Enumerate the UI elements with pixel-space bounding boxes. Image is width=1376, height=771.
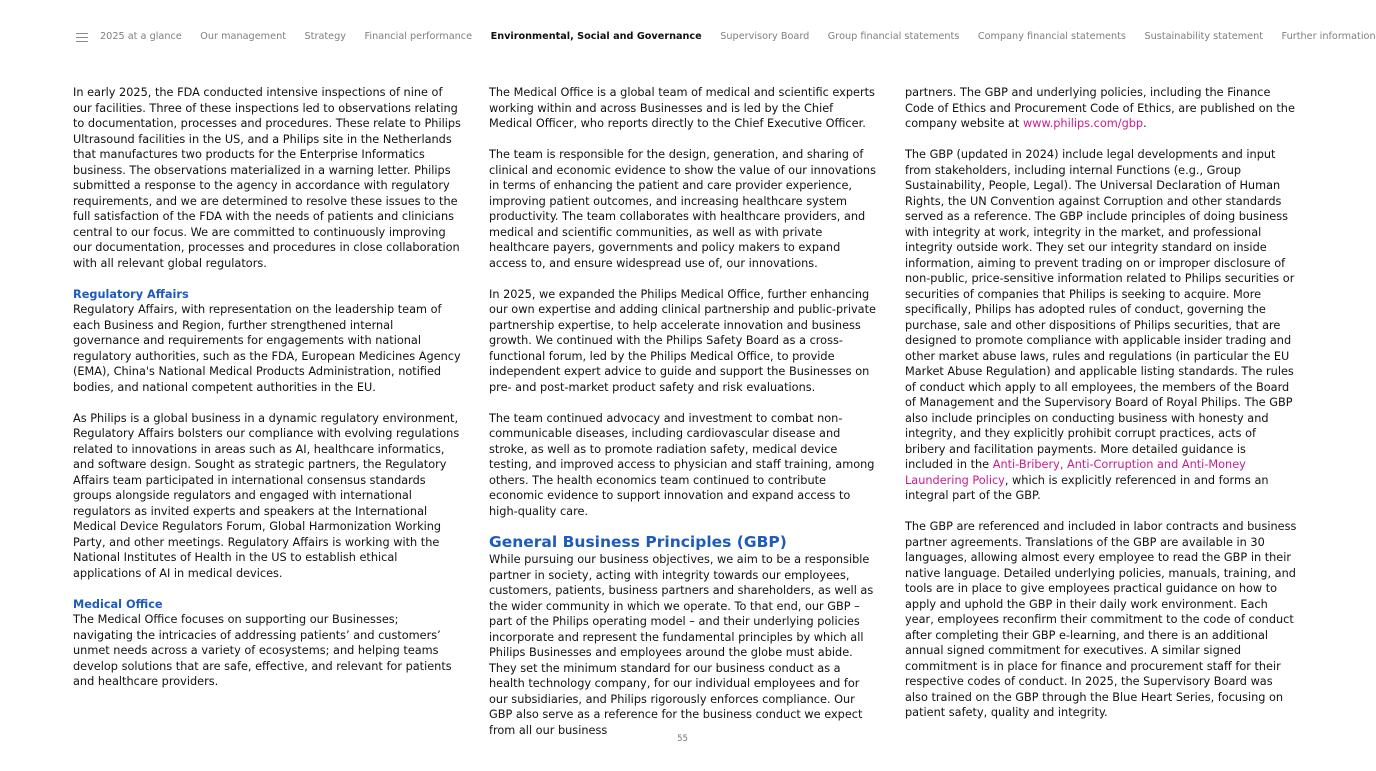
nav-item-esg[interactable]: Environmental, Social and Governance <box>490 31 702 42</box>
column-middle <box>489 85 879 738</box>
page-number: 55 <box>677 734 688 744</box>
paragraph-regulatory-affairs: Regulatory Affairs, with representation on the leadership team of each Business and Region, further strengthened internal governance and requirements for engagements with national regulatory authorities, such as the FDA, European Medicines Agency (EMA), China's National Medical Products Administration, notified bodies, and national competent authorities in the EU. <box>73 303 461 394</box>
nav-item-sustainability-statement[interactable]: Sustainability statement <box>1144 31 1264 42</box>
nav-item-management[interactable]: Our management <box>200 31 287 42</box>
column-right <box>905 85 1297 721</box>
nav-item-financial-performance[interactable]: Financial performance <box>364 31 473 42</box>
nav-item-glance[interactable]: 2025 at a glance <box>100 31 182 42</box>
nav-item-company-financial-statements[interactable]: Company financial statements <box>977 31 1126 42</box>
paragraph-gbp-intro: While pursuing our business objectives, we aim to be a responsible partner in society, acting with integrity towards our employees, customers, patients, business partners and shareholders, as well as the wider community in which we operate. To that end, our GBP – part of the Philips operating model – and their underlying policies incorporate and represent the fundamental principles by which all Philips Businesses and employees around the globe must abide. They set the minimum standard for our business conduct as a health technology company, for our individual employees and for our subsidiaries, and Philips rigorously enforces compliance. Our GBP also serve as a reference for the business conduct we expect from all our business <box>489 553 874 737</box>
paragraph-advocacy: The team continued advocacy and investment to combat non-communicable diseases, including cardiovascular disease and stroke, as well as to promote radiation safety, medical device testing, and improved access to physician and staff training, among others. The health economics team continued to contribute economic evidence to support innovation and expand access to high-quality care. <box>489 411 875 518</box>
nav-item-further-information[interactable]: Further information <box>1281 31 1376 42</box>
anti-bribery-policy-link[interactable]: Anti-Bribery, Anti-Corruption and Anti-Money Laundering Policy <box>905 458 1246 487</box>
top-navigation <box>0 0 1376 74</box>
gbp-website-link[interactable]: www.philips.com/gbp <box>1022 117 1144 130</box>
nav-item-strategy[interactable]: Strategy <box>304 31 347 42</box>
hamburger-menu-icon[interactable] <box>76 33 88 42</box>
paragraph-gbp-updates: The GBP (updated in 2024) include legal developments and input from stakeholders, including internal Functions (e.g., Group Sustainability, People, Legal). The Universal Declaration of Human Rights, the UN Convention against Corruption and other standards served as a reference. The GBP include principles of doing business with integrity at work, integrity in the market, and professional integrity outside work. They set our integrity standard on inside information, aiming to prevent trading on or improper disclosure of non-public, price-sensitive information related to Philips securities or securities of companies that Philips is seeking to acquire. More specifically, Philips has adopted rules of conduct, governing the purchase, sale and other dispositions of Philips securities, that are designed to promote compliance with applicable insider trading and other market abuse laws, rules and regulations (in particular the EU Market Abuse Regulation) and applicable listing standards. The rules of conduct which apply to all employees, the members of the Board of Management and the Supervisory Board of Royal Philips. The GBP also include principles on conducting business with honesty and integrity, and they explicitly prohibit corrupt practices, acts of bribery and facilitation payments. More detailed guidance is included in the Anti-Bribery, Anti-Corruption and Anti-Money Laundering Policy, which is explicitly referenced in and forms an integral part of the GBP. <box>905 148 1295 502</box>
heading-general-business-principles: General Business Principles (GBP) <box>489 533 787 551</box>
paragraph-medical-office-team: The Medical Office is a global team of medical and scientific experts working within and across Businesses and is led by the Chief Medical Officer, who reports directly to the Chief Executive Officer. <box>489 86 875 130</box>
paragraph-expansion-2025: In 2025, we expanded the Philips Medical Office, further enhancing our own expertise and adding clinical partnership and public-private partnership expertise, to help accelerate innovation and business growth. We continued with the Philips Safety Board as a cross-functional forum, led by the Philips Medical Office, to provide independent expert advice to guide and support the Businesses on pre- and post-market product safety and risk evaluations. <box>489 287 876 394</box>
paragraph-regulatory-environment: As Philips is a global business in a dynamic regulatory environment, Regulatory Affairs bolsters our compliance with evolving regulations related to innovations in areas such as AI, healthcare informatics, and software design. Sought as strategic partners, the Regulatory Affairs team participated in international consensus standards groups alongside regulators and engaged with international regulators as invited experts and speakers at the International Medical Device Regulators Forum, Global Harmonization Working Party, and other meetings. Regulatory Affairs is working with the National Institutes of Health in the US to establish ethical applications of AI in medical devices. <box>73 411 460 580</box>
nav-item-group-financial-statements[interactable]: Group financial statements <box>827 31 960 42</box>
paragraph-fda-inspections: In early 2025, the FDA conducted intensive inspections of nine of our facilities. Three of these inspections led to observations relating to documentation, processes and procedures. These relate to Philips Ultrasound facilities in the US, and a Philips site in the Netherlands that manufactures two products for the Enterprise Informatics business. The observations materialized in a warning letter. Philips submitted a response to the agency in accordance with regulatory requirements, and we are determined to resolve these issues to the full satisfaction of the FDA with the needs of patients and clinicians central to our focus. We are committed to continuously improving our documentation, processes and procedures in close collaboration with all relevant global regulators. <box>73 86 461 270</box>
nav-items <box>100 30 1376 44</box>
heading-medical-office: Medical Office <box>73 597 163 611</box>
nav-item-supervisory-board[interactable]: Supervisory Board <box>720 31 810 42</box>
paragraph-gbp-contracts: The GBP are referenced and included in labor contracts and business partner agreements. Translations of the GBP are available in 30 languages, allowing almost every employee to read the GBP in their native language. Detailed underlying policies, manuals, training, and tools are in place to give employees practical guidance on how to apply and uphold the GBP in their daily work environment. Each year, employees reconfirm their commitment to the code of conduct after completing their GBP e-learning, and there is an additional annual signed commitment for executives. A similar signed commitment is in place for finance and procurement staff for their respective codes of conduct. In 2025, the Supervisory Board was also trained on the GBP through the Blue Heart Series, focusing on patient safety, quality and integrity. <box>905 520 1297 719</box>
column-left <box>73 85 461 690</box>
paragraph-team-responsibility: The team is responsible for the design, generation, and sharing of clinical and economic evidence to show the value of our innovations in terms of enhancing the patient and care provider experience, improving patient outcomes, and increasing healthcare system productivity. The team collaborates with healthcare providers, and medical and scientific communities, as well as with private healthcare payers, governments and policy makers to expand access to, and ensure widespread use of, our innovations. <box>489 148 876 270</box>
paragraph-gbp-partners: partners. The GBP and underlying policies, including the Finance Code of Ethics and Procurement Code of Ethics, are published on the company website at www.philips.com/gbp. <box>905 86 1295 130</box>
paragraph-medical-office: The Medical Office focuses on supporting our Businesses; navigating the intricacies of addressing patients’ and customers’ unmet needs across a variety of ecosystems; and helping teams develop solutions that are safe, effective, and relevant for patients and healthcare providers. <box>73 613 452 688</box>
heading-regulatory-affairs: Regulatory Affairs <box>73 287 189 301</box>
